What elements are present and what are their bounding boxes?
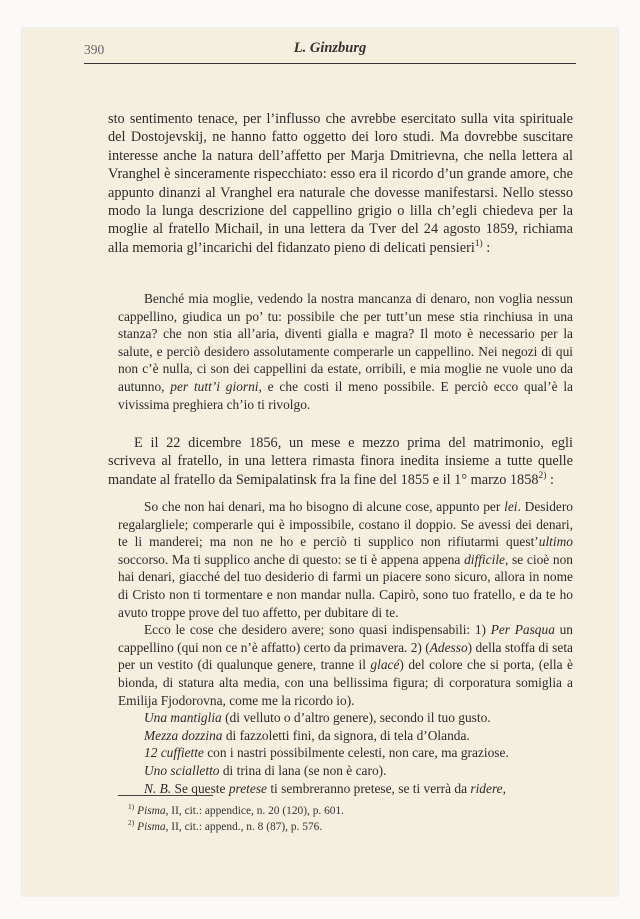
list-item-scialletto: Uno scialletto di trina di lana (se non è caro). bbox=[144, 762, 387, 778]
running-title: L. Ginzburg bbox=[293, 40, 367, 56]
footnote-2: $^{2)}$ Pisma, II, cit.: append., n. 8 (87), p. 576. bbox=[128, 818, 323, 833]
quote2-paragraph-2: Ecco le cose che desidero avere; sono quasi indispensabili: 1) Per Pasqua un cappellino (qui non ce n’è affatto) certo da primavera. 2) (Adesso) della stoffa di seta per un vestito (di qualunque genere, tranne il glacé) del colore che si porta, (ella è bionda, di statura alta media, con una bellissima figura; di corporatura somiglia a Emilija Fjodorovna, come me la ricordo io). bbox=[118, 622, 573, 708]
quote2-paragraph-1: So che non hai denari, ma ho bisogno di alcune cose, appunto per lei. Desidero regalargliele; comperarle qui è impossibile, costano il doppio. Se avessi dei denari, te li manderei; ma non ne ho e perciò ti supplico non rifiutarmi quest’ultimo soccorso. Ma ti supplico anche di questo: se ti è appena appena difficile, se cioè non hai denari, giacché del tuo desiderio di farmi un piacere sono sicuro, allora in nome di Cristo non ti tormentare e non mandar nulla. Capirò, sono tuo fratello, e da te ho avuto troppe prove del tuo affetto, per dubitare di te. bbox=[118, 499, 574, 620]
quotation-2 bbox=[118, 498, 573, 797]
footnotes bbox=[128, 803, 568, 835]
page-header bbox=[84, 40, 576, 62]
quotation-1: Benché mia moglie, vedendo la nostra mancanza di denaro, non voglia nessun cappellino, giudica un po’ tu: possibile che per tutt’un mese stia rinchiusa in una stanza? che non stia all’aria, diventi gialla e magra? Il moto è necessario per la salute, e perciò desidero assolutamente comperarle un cappellino. Nei negozi di qui non c’è nulla, ci son dei cappellini da estate, orribili, e mia moglie ne vuole uno da autunno, per tutt’i giorni, e che costi il meno possibile. E perciò ecco qual’è la vivissima preghiera ch’io ti rivolgo. bbox=[118, 291, 573, 412]
footnote-rule bbox=[118, 795, 213, 796]
list-item-mantiglia: Una mantiglia (di velluto o d’altro genere), secondo il tuo gusto. bbox=[144, 710, 491, 726]
paragraph-2: E il 22 dicembre 1856, un mese e mezzo prima del matrimonio, egli scriveva al fratello, in una lettera rimasta finora inedita insieme a tutte quelle mandate al fratello da Semipalatinsk fra la fine del 1855 e il 1° marzo 1858$^{2)}$ : bbox=[108, 435, 573, 488]
paragraph-1: sto sentimento tenace, per l’influsso che avrebbe esercitato sulla vita spirituale del Dostojevskij, ne hanno fatto oggetto dei loro studi. Ma dovrebbe suscitare interesse anche la natura dell’affetto per Marja Dmitrievna, che nella lettera al Vranghel è sinceramente rispecchiato: esso era il ricordo d’un grande amore, che appunto dinanzi al Vranghel era naturale che dovesse manifestarsi. Nello stesso modo la lunga descrizione del cappellino grigio o lilla ch’egli chiedeva per la moglie al fratello Michail, in una lettera da Tver del 24 agosto 1859, richiama alla memoria gl’incarichi del fidanzato pieno di delicati pensieri$^{1)}$ : bbox=[108, 111, 573, 256]
page-number: 390 bbox=[84, 42, 105, 57]
list-item-cuffiette: 12 cuffiette con i nastri possibilmente celesti, non care, ma graziose. bbox=[144, 745, 509, 761]
list-item-fazzoletti: Mezza dozzina di fazzoletti fini, da signora, di tela d’Olanda. bbox=[144, 727, 470, 743]
nota-bene-line: N. B. Se queste pretese ti sembreranno pretese, se ti verrà da ridere, bbox=[144, 780, 506, 796]
footnote-1: $^{1)}$ Pisma, II, cit.: appendice, n. 20 (120), p. 601. bbox=[128, 802, 345, 817]
header-rule bbox=[84, 63, 576, 64]
